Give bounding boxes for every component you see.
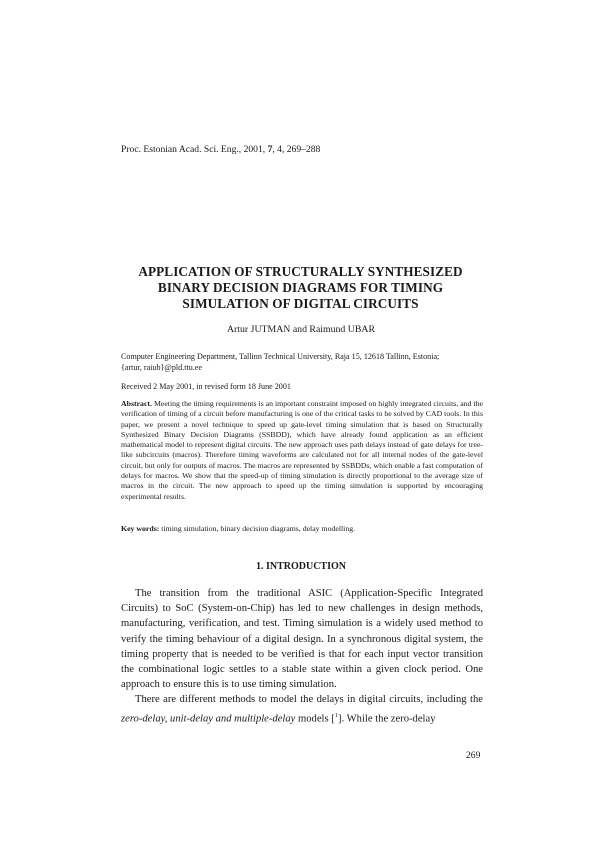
authors: Artur JUTMAN and Raimund UBAR [226,324,376,335]
section-body [121,586,483,726]
journal-header [121,144,320,155]
reference-1[interactable]: 1 [334,711,339,719]
paragraph-1: The transition from the traditional ASIC (Application-Specific Integrated Circuits) to SoC (System-on-Chip) has led to new challenges in design methods, manufacturing, verification, and test. Timing simulation is a widely used method to verify the timing behaviour of a digital design. In a synchronous digital system, the timing property that is needed to be verified is that for each input vector transition the combinational logic settles to a stable state within a given clock period. One approach to ensure this is to use timing simulation. [121,588,483,691]
affiliation [121,351,483,373]
paragraph-2-italic: zero-delay, unit-delay and multiple-delay [121,713,296,725]
page-number: 269 [466,750,481,761]
section-heading: 1. INTRODUCTION [255,561,346,572]
paragraph-2-mid: models [ [295,713,335,725]
title-line-1: APPLICATION OF STRUCTURALLY SYNTHESIZED [138,264,463,279]
abstract-text: Meeting the timing requirements is an important constraint imposed on highly integrated circuits, and the verification of timing of a circuit before manufacturing is one of the critical tasks to be solved by CAD tools. In this paper, we present a novel technique to speed up gate-level timing simulation that is based on Structurally Synthesized Binary Decision Diagrams (SSBDD), which have already found application as an efficient mathematical model to represent digital circuits. The new approach uses path delays instead of gate delays for tree-like subcircuits (macros). Therefore timing waveforms are calculated not for all internal nodes of the gate-level circuit, but only for outputs of macros. The macros are represented by SSBDDs, which enable a fast computation of delays for macros. We show that the speed-up of timing simulation is directly proportional to the average size of macros in the circuit. The new approach to speed up the timing simulation is supported by encouraging experimental results. [121,399,483,501]
journal-prefix: Proc. Estonian Acad. Sci. Eng., 2001, [121,144,268,155]
paragraph-2-end: ]. While the zero-delay [338,713,436,725]
title-line-2: BINARY DECISION DIAGRAMS FOR TIMING [157,280,444,295]
title-line-3: SIMULATION OF DIGITAL CIRCUITS [182,296,419,311]
paper-title [110,264,491,312]
received-date: Received 2 May 2001, in revised form 18 June 2001 [121,382,291,391]
keywords [121,524,483,533]
journal-issue-pages: , 4, 269–288 [272,144,321,155]
affiliation-line-1: Computer Engineering Department, Tallinn Technical University, Raja 15, 12618 Tallinn, Estonia; [121,352,440,361]
abstract [121,399,483,502]
paragraph-2-start: There are different methods to model the delays in digital circuits, including the [135,694,483,706]
journal-volume: 7 [267,144,273,155]
paragraph-2 [121,692,483,726]
abstract-label: Abstract. [121,399,152,408]
keywords-label: Key words: [121,524,160,533]
keywords-text: timing simulation, binary decision diagrams, delay modelling. [159,524,356,533]
affiliation-emails: {artur, raiub}@pld.ttu.ee [121,363,202,372]
